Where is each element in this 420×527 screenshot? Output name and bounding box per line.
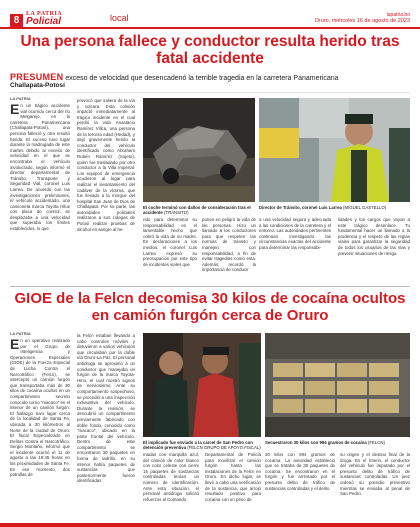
story2-text-2: la Felcn estaban llevando a cabo controles móviles y detuvieron a varios vehículos que circulaban por la doble vía Oruro-La Paz. El personal antidroga se aproximó a un conductor que manejaba un furgón de la marca Toyota-Hino, el cual mostró signos de nerviosismo. Ante su comportamiento sospechoso, se procedió a una inspección exhaustiva del vehículo. Durante la revisión, se descubrió un compartimento previamente fabricado con doble fondo, conocido como "macaco", ubicado en la parte frontal del vehículo. Dentro de este compartimento se encontraron 30 paquetes en forma de ladrillo, en su interior había paquetes de sustancias que posteriormente fueron identificadas bbox=[77, 333, 135, 484]
story2-column-2 bbox=[77, 333, 135, 519]
header-rule bbox=[0, 27, 420, 29]
caption-bold: El implicado fue enviado a la cárcel de San Pedro con detención preventiva bbox=[143, 440, 253, 451]
page-number: 8 bbox=[10, 14, 23, 27]
story1-column-1 bbox=[10, 96, 70, 282]
divider bbox=[10, 92, 410, 93]
story2-column-5 bbox=[265, 452, 335, 520]
detainee-photo-image bbox=[143, 333, 261, 437]
section-label: local bbox=[110, 13, 129, 23]
story1-text-6: lidades y los cargos que vayan a este trágico desenlace. Tu fundamental hacer un llamado a la prudencia y el respeto de las reglas viales para garantizar la seguridad de todos los usuarios de las vías y prevenir situaciones de riesgo. bbox=[338, 217, 410, 256]
caption-bold: Secuestraron 30 kilos con 994 gramos de cocaína bbox=[265, 440, 367, 445]
story1-column-3 bbox=[143, 217, 197, 283]
story1-text-2: provocó que saliera de la vía y volcara. Esta colisión impactó inmediatamente al trágico incidente en el cual perdió la vida Anastacio Ramírez Villca, una persona de la tercera edad (Hedad), y dejó gravemente herido al conductor del vehículo identificado como Abraham Rubén Ramírez (Sujeto), quien fue trasladado por otro conductor a la Villa Imperial. Los equipos de emergencia acudieron al lugar para realizar el levantamiento del cadáver de la víctima, que fue llevado a la morgue del hospital San Juan de Dios de Challapata. Por su parte, las autoridades policiales realizaron a sus colegas de Potosí realizar pruebas de alcohol en sangre al he- bbox=[77, 98, 135, 232]
story-separator bbox=[10, 286, 410, 287]
accident-photo-caption bbox=[143, 205, 255, 215]
story2-column-4 bbox=[205, 452, 261, 520]
story1-text-4: ponen en peligro la vida de las personas. Hizo un llamado a los conductores para que respeten las normas de tránsito y manejen con responsabilidad, a fin de evitar tragedias como esta. Además, recordó la importancia de conducir bbox=[202, 217, 256, 273]
story1-column-5 bbox=[259, 217, 331, 283]
caption-credit: (FELCN GRUPO DE APOYO FISCAL) bbox=[187, 445, 261, 451]
officer-photo-caption bbox=[259, 205, 410, 210]
drug-packages-caption bbox=[265, 440, 410, 445]
detainee-photo bbox=[143, 333, 261, 437]
logo-top-text: LA PATRIA bbox=[26, 11, 63, 17]
story2-headline: GIOE de la Felcn decomisa 30 kilos de cocaína ocultos en camión furgón cerca de Oruro bbox=[14, 290, 406, 324]
drug-packages-photo bbox=[265, 333, 410, 437]
story1-headline: Una persona fallece y conductor resulta herido tras fatal accidente bbox=[20, 33, 400, 67]
presumen-text: exceso de velocidad que desencadenó la terrible tragedia en la carretera Panamericana bbox=[65, 75, 339, 82]
story1-byline: LA PATRIA bbox=[10, 96, 31, 101]
story2-column-1 bbox=[10, 331, 70, 519]
officer-photo bbox=[259, 98, 410, 202]
drop-cap: E bbox=[10, 338, 20, 352]
caption-bold: Director de Tránsito, coronel Luis Larrea bbox=[259, 205, 342, 210]
story1-text-5: a una velocidad segura y adecuada a las condiciones de la carretera y el entorno. Las autoridades pertinentes continúan investigando las circunstancias exactas del accidente para determinar las responsabi- bbox=[259, 217, 331, 250]
newspaper-logo bbox=[26, 11, 82, 27]
logo-section-text: Policial bbox=[26, 16, 62, 27]
drug-packages-photo-image bbox=[265, 333, 410, 437]
story2-byline: LA PATRIA bbox=[10, 331, 31, 336]
officer-photo-image bbox=[259, 98, 410, 202]
story2-text-4: Departamental de Policía para movilizar el camión furgón hasta las instalaciones de la Felcn en Oruro. En dicho lugar, se llevó a cabo una verificación de la sustancia, que arrojó resultado positivo para cocaína con un peso de bbox=[205, 452, 261, 502]
story1-column-6 bbox=[338, 217, 410, 283]
story1-subhead bbox=[10, 73, 410, 83]
story2-text-3: madas con marquilla azul, del camión de color blanco con color celeste con cierre 15 paquetes de sustancias controladas tenían un número de identificación. Ante esta situación, el personal antidroga solicitó refuerzos al Comando bbox=[143, 452, 199, 502]
caption-credit: (TRÁNSITO) bbox=[164, 210, 189, 216]
story1-column-4 bbox=[202, 217, 256, 283]
story2-text-1: n un operativo realizado por el Grupo de Inteligencia y Operaciones Especiales (GIOE) de la Fuerza Especial de Lucha Contra el Narcotráfico (Felcn), se interceptó un camión furgón que transportaba más de 30 kilos de cocaína ocultos en un compartimiento secreto conocido como "macaco" en el interior de un camión furgón. El hallazgo tuvo lugar cerca de la localidad de Santa Fe, ubicada a 30 kilómetros al Norte de la ciudad de Oruro. El fiscal Especializado en Delitos Contra el Narcotráfico, Sergio Montaño, informó que el incidente ocurrió el 11 de agosto a las 19:45 horas en las proximidades de Santa Fe. En ese momento, dos patrullas de bbox=[10, 338, 70, 478]
story2-column-3 bbox=[143, 452, 199, 520]
site-url: lapatria.bo bbox=[386, 12, 410, 18]
drop-cap: E bbox=[10, 103, 20, 117]
footer-bar bbox=[0, 523, 420, 527]
story1-column-2 bbox=[77, 98, 135, 282]
caption-credit: (FELCN) bbox=[367, 440, 385, 445]
story2-text-5: 30 kilos con 994 gramos de cocaína. La autoridad estableció que se trataba de 30 paquetes de cocaína. Se encontraron en el furgón y fue arrestado por el presunto delito de tráfico de sustancias controladas y el delito bbox=[265, 452, 335, 491]
accident-photo bbox=[143, 98, 255, 202]
presumen-tag: PRESUMEN bbox=[10, 72, 64, 82]
caption-bold: El coche terminó con daños de consideración tras el accidente bbox=[143, 205, 251, 216]
story2-text-6: su origen y el destino final de la droga. En el ínterin, el conductor del vehículo fue imputado por el presunto delito de tráfico de sustancias controladas. Un juez ordenó su presidio preventivo mientras se enviaba al penal de San Pedro. bbox=[340, 452, 410, 497]
caption-credit: (MIGUEL GASTELLO) bbox=[343, 205, 387, 210]
accident-photo-image bbox=[143, 98, 255, 202]
detainee-photo-caption bbox=[143, 440, 261, 450]
story1-place: Challapata-Potosí bbox=[10, 82, 65, 89]
edition-date: Oruro, miércoles 16 de agosto de 2023 bbox=[314, 18, 410, 24]
story1-text-3: rido para determinar su responsabilidad en el lamentable hecho que cobró la vida de su madre. En declaraciones a los medios, el coronel Luis Larrea expresó su preocupación por este tipo de incidentes viales que bbox=[143, 217, 197, 267]
story1-text-1: n un trágico accidente vial ocurrido cerca del río Melgarejo, en la carretera Panamericana (Challapata-Potosí), una persona falleció y otra resultó herida. El suceso tuvo lugar durante la madrugada de este martes debido al exceso de velocidad en el que se encontraba el vehículo involucrado, según informó el director departamental de Tránsito, Transporte y Seguridad Vial, coronel Luis Larrea. De acuerdo con las investigaciones preliminares, el vehículo accidentado, una camioneta marca Toyota Hilux con placa de control, se desplazaba a una velocidad que superaba los límites establecidos, lo que bbox=[10, 103, 70, 232]
story2-column-6 bbox=[340, 452, 410, 520]
